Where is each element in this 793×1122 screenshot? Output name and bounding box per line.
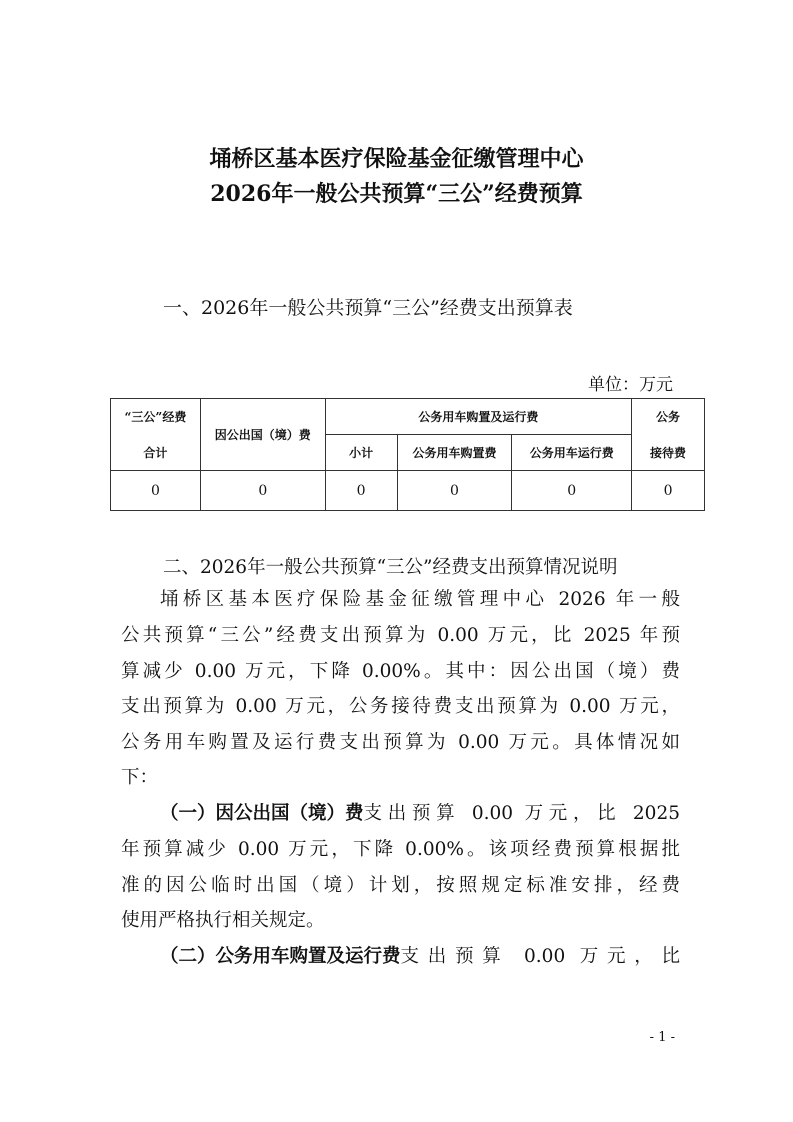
para2-line: 年预算减少 0.00 万元，下降 0.00%。该项经费预算根据批 [121,839,680,860]
para3-heading: （二）公务用车购置及运行费 [160,946,401,967]
para1-line: 公共预算“三公”经费支出预算为 0.00 万元，比 2025 年预 [121,625,680,646]
title-line-1: 埇桥区基本医疗保险基金征缴管理中心 [209,146,584,172]
para3-line: 支出预算 0.00 万元，比 [400,946,680,967]
cell-vehicle-operation: 0 [512,471,632,511]
budget-table [110,398,705,511]
table-row [111,471,705,511]
header-total-top: “三公”经费 [111,399,201,435]
cell-subtotal: 0 [325,471,397,511]
para2-line: 使用严格执行相关规定。 [121,910,325,931]
cell-total: 0 [111,471,201,511]
header-reception-top: 公务 [632,399,705,435]
section1-heading: 一、2026年一般公共预算“三公”经费支出预算表 [163,297,573,319]
header-vehicle-purchase: 公务用车购置费 [397,435,512,471]
para1-line: 埇桥区基本医疗保险基金征缴管理中心 2026 年一般 [160,589,680,610]
unit-label: 单位：万元 [588,375,673,395]
header-reception-bottom: 接待费 [632,435,705,471]
section2-heading: 二、2026年一般公共预算“三公”经费支出预算情况说明 [163,557,618,578]
header-vehicle-operation: 公务用车运行费 [512,435,632,471]
title-line-2: 2026年一般公共预算“三公”经费预算 [210,181,583,207]
cell-reception: 0 [632,471,705,511]
header-subtotal: 小计 [325,435,397,471]
para1-line: 下： [121,767,159,788]
para1-line: 公务用车购置及运行费支出预算为 0.00 万元。具体情况如 [121,732,680,753]
header-vehicle-group: 公务用车购置及运行费 [325,399,631,435]
page-number: - 1 - [649,1030,675,1045]
para1-line: 支出预算为 0.00 万元，公务接待费支出预算为 0.00 万元， [121,696,680,717]
cell-vehicle-purchase: 0 [397,471,512,511]
para2-line: 支出预算 0.00 万元，比 2025 [363,803,680,824]
para2-line: 准的因公临时出国（境）计划，按照规定标准安排，经费 [121,875,680,896]
para2-heading: （一）因公出国（境）费 [160,803,364,824]
para1-line: 算减少 0.00 万元，下降 0.00%。其中：因公出国（境）费 [121,661,680,682]
cell-abroad: 0 [200,471,325,511]
header-abroad: 因公出国（境）费 [200,399,325,471]
header-total-bottom: 合计 [111,435,201,471]
